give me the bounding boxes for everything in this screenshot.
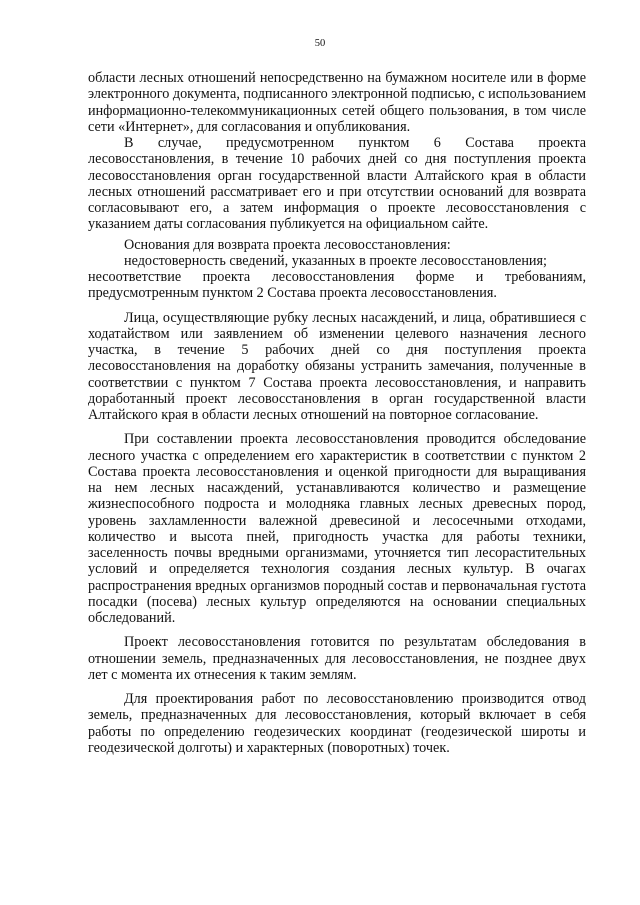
paragraph-return-ground-1: недостоверность сведений, указанных в проекте лесовосстановления; [124, 252, 547, 269]
page-number: 50 [314, 38, 326, 49]
paragraph-project-timing: Проект лесовосстановления готовится по результатам обследования в отношении земель, предназначенных для лесовосстановления, не позднее двух лет с момента их отнесения к таким землям. [88, 634, 586, 683]
paragraph-continuation: области лесных отношений непосредственно на бумажном носителе или в форме электронного документа, подписанного электронной подписью, с использованием информационно-телекоммуникационных сетей общего пользования, в том числе сети «Интернет», для согласования и опубликования. [88, 70, 586, 135]
paragraph-land-allocation: Для проектирования работ по лесовосстановлению производится отвод земель, предназначенных для лесовосстановления, который включает в себя работы по определению геодезических координат (геодезической широты и геодезической долготы) и характерных (поворотных) точек. [88, 691, 586, 756]
paragraph-return-grounds-heading: Основания для возврата проекта лесовосстановления: [124, 236, 451, 253]
paragraph-return-ground-2: несоответствие проекта лесовосстановления форме и требованиям, предусмотренным пунктом 2 Состава проекта лесовосстановления. [88, 269, 586, 302]
paragraph-revision-duties: Лица, осуществляющие рубку лесных насаждений, и лица, обратившиеся с ходатайством или заявлением об изменении целевого назначения лесного участка, в течение 5 рабочих дней со дня поступления проекта лесовосстановления на доработку обязаны устранить замечания, полученные в соответствии с пунктом 7 Состава проекта лесовосстановления, и направить доработанный проект лесовосстановления в орган государственной власти Алтайского края в области лесных отношений на повторное согласование. [88, 309, 586, 423]
document-body [88, 70, 586, 756]
paragraph-site-survey: При составлении проекта лесовосстановления проводится обследование лесного участка с определением его характеристик в соответствии с пунктом 2 Состава проекта лесовосстановления и оценкой пригодности для выращивания на нем лесных насаждений, устанавливаются количество и размещение жизнеспособного подроста и молодняка главных лесных древесных пород, уровень захламленности валежной древесиной и лесосечными отходами, количество и высота пней, пригодность участка для работы техники, заселенность почвы вредными организмами, уточняется тип лесорастительных условий и определяется технология создания лесных культур. В очагах распространения вредных организмов породный состав и первоначальная густота посадки (посева) лесных культур определяются на основании специальных обследований. [88, 431, 586, 626]
paragraph-approval-procedure: В случае, предусмотренном пунктом 6 Состава проекта лесовосстановления, в течение 10 рабочих дней со дня поступления проекта лесовосстановления орган государственной власти Алтайского края в области лесных отношений рассматривает его и при отсутствии оснований для возврата согласовывают его, а затем информация о проекте лесовосстановления с указанием даты согласования публикуется на официальном сайте. [88, 135, 586, 233]
